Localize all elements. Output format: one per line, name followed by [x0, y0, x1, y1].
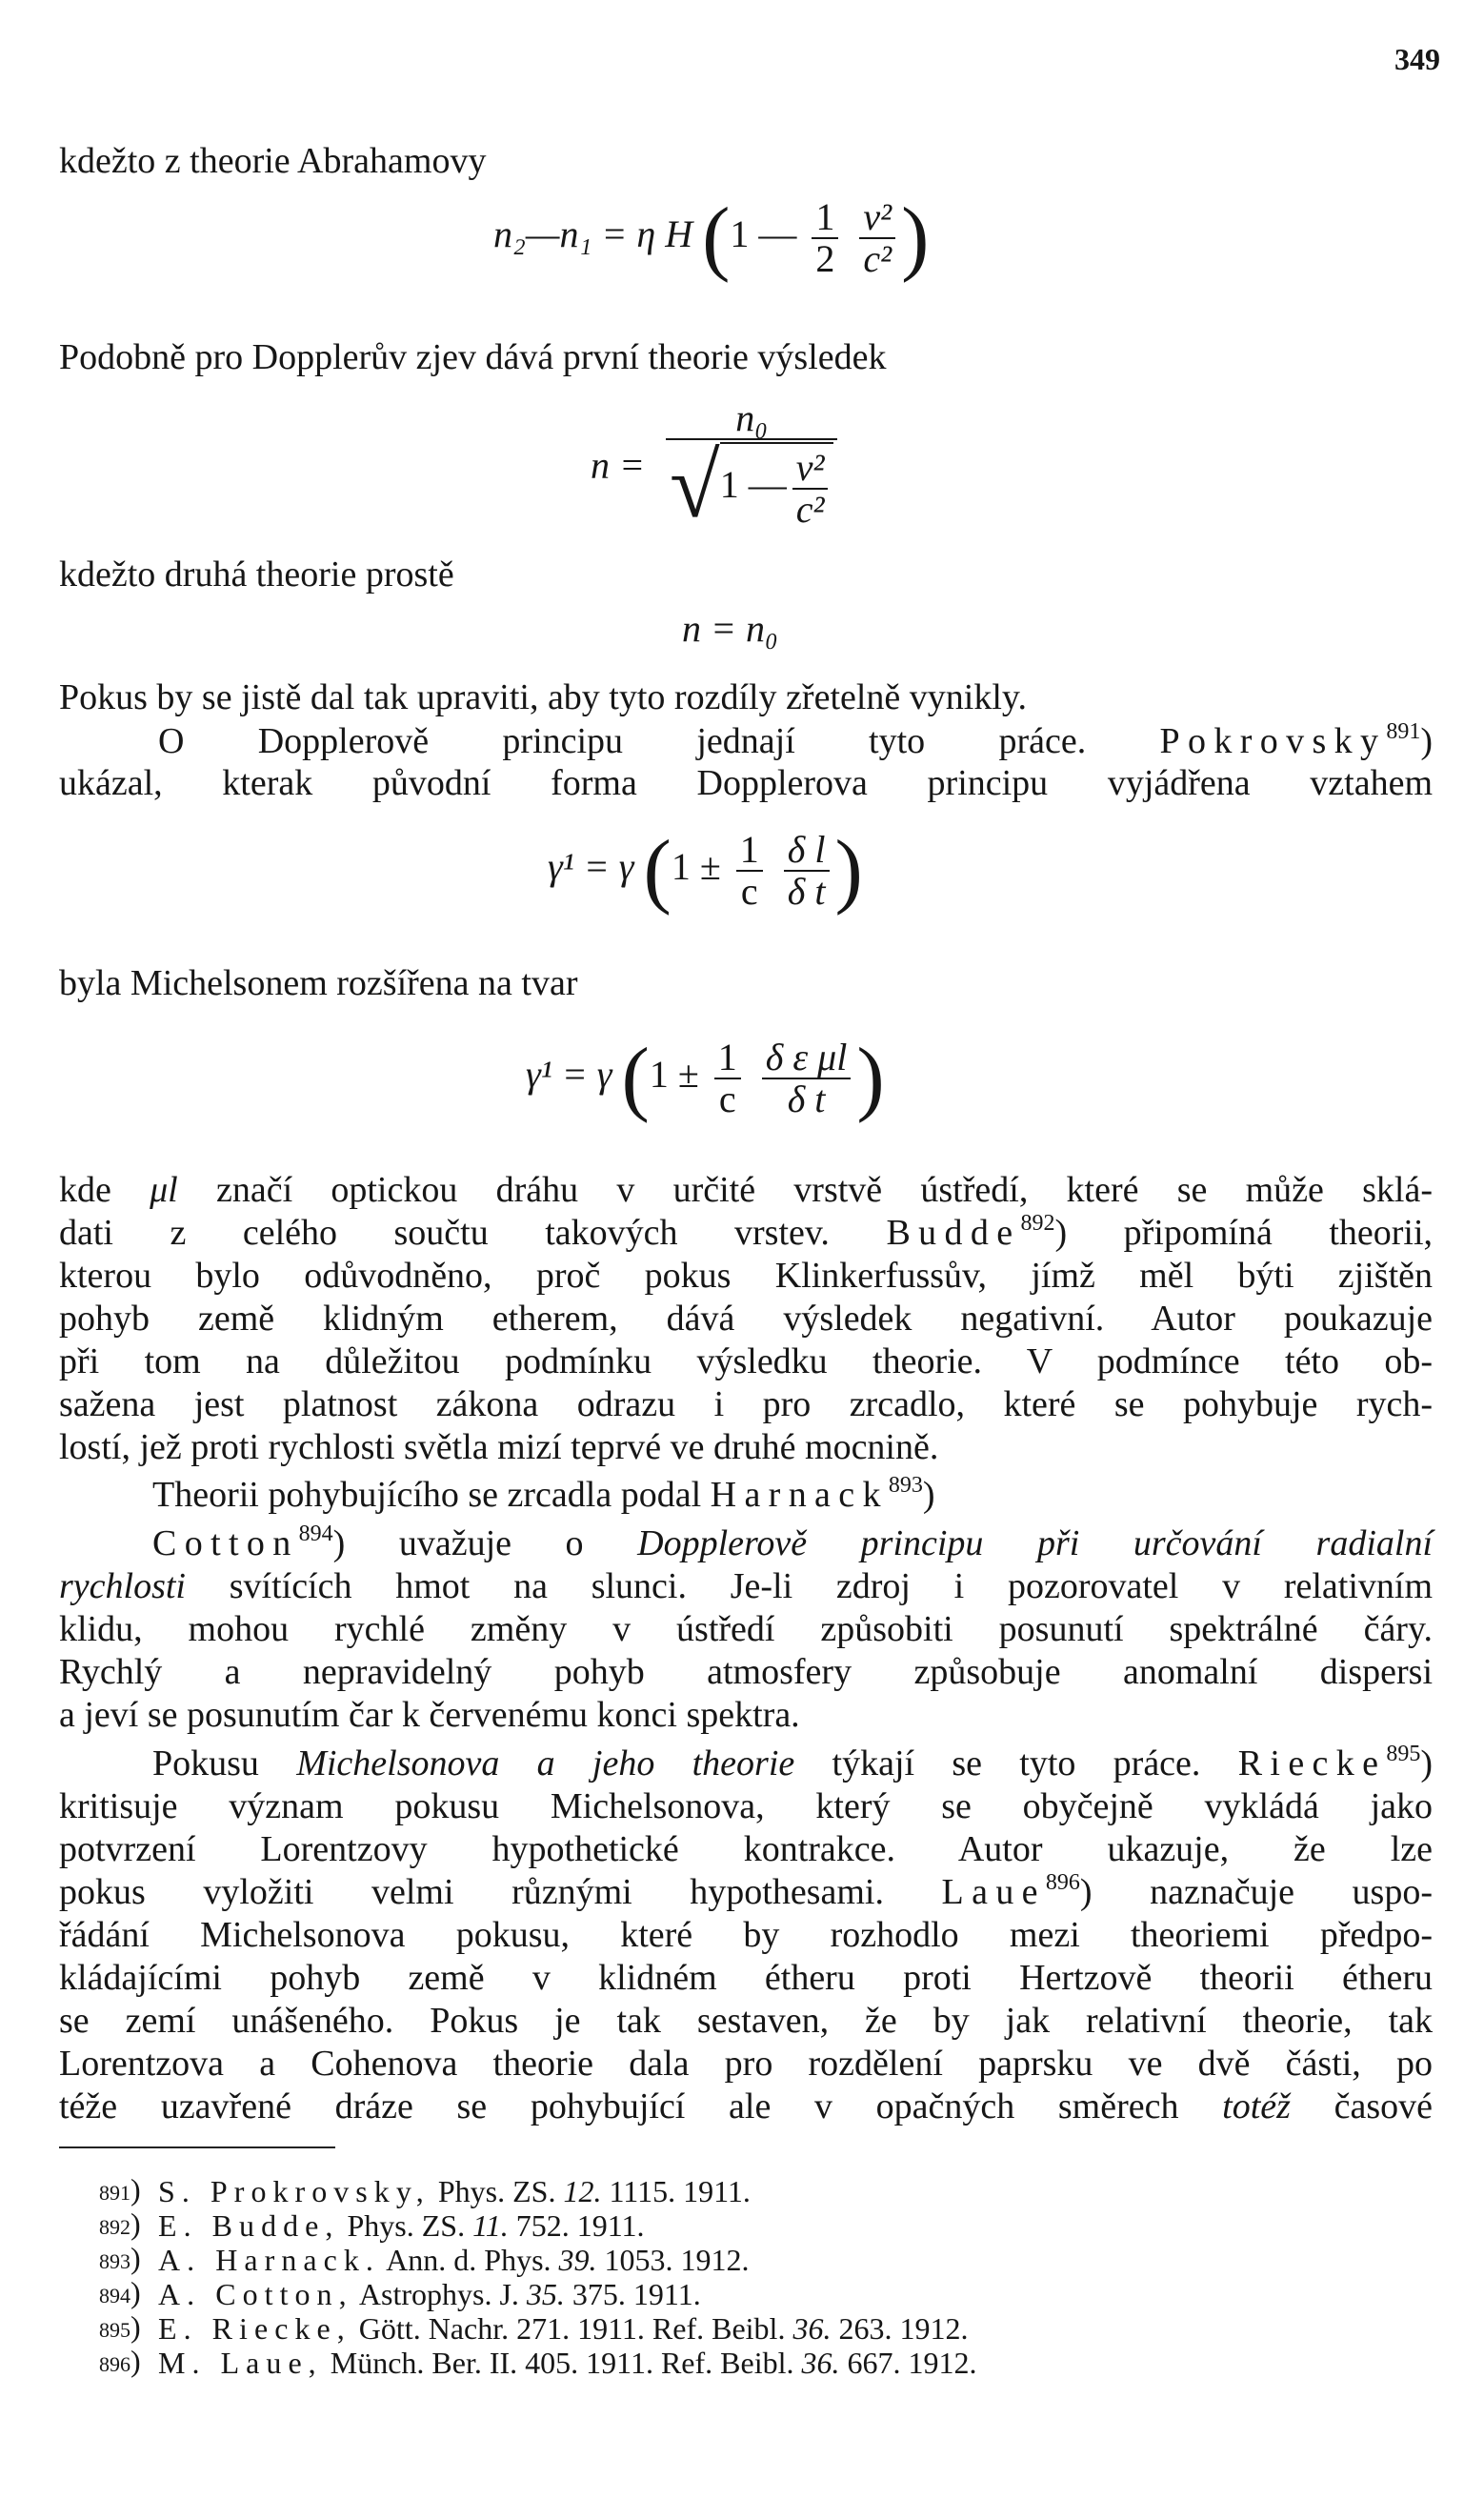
- fraction-num: δ ε μl: [762, 1038, 852, 1079]
- text-span: svítících hmot na slunci. Je-li zdroj i pozorovatel v relativním: [229, 1566, 1434, 1606]
- page-number: 349: [1394, 42, 1440, 76]
- text-span: Pokusu: [152, 1743, 259, 1783]
- footnote-mark: 892): [99, 2207, 141, 2241]
- paren-close: ): [901, 191, 930, 284]
- equation-doppler-second: [682, 606, 778, 651]
- footnote-volume: 39.: [558, 2243, 597, 2277]
- eq-text: n = n₀: [682, 607, 778, 650]
- author-name: Laue: [941, 1872, 1046, 1912]
- footnote-ref: 891: [1386, 719, 1421, 744]
- text-span: kdežto druhá theorie prostě: [59, 554, 454, 594]
- text-line: [59, 962, 1433, 1004]
- text-span: Theorii pohybujícího se zrcadla podal: [152, 1475, 702, 1515]
- fraction: [736, 830, 763, 912]
- text-span: ) připomíná theorii,: [1054, 1213, 1434, 1253]
- footnote-rest: 375. 1911.: [572, 2277, 701, 2311]
- text-span: téže uzavřené dráze se pohybující ale v opačných směrech: [59, 2086, 1179, 2126]
- text-line: [152, 1522, 1433, 1564]
- text-span: se zemí unášeného. Pokus je tak sestaven, že by jak relativní theorie, tak: [59, 2001, 1433, 2041]
- fraction-num: 1: [736, 830, 763, 872]
- footnote-ref-text: Astrophys. J.: [358, 2277, 519, 2311]
- eq-term: 1 ±: [671, 845, 721, 889]
- text-span: ) uvažuje o: [332, 1523, 584, 1563]
- text-span: ): [1420, 1743, 1434, 1783]
- footnote-number: 896: [99, 2352, 130, 2376]
- footnote-number: 892: [99, 2215, 130, 2239]
- text-line: [59, 1608, 1433, 1650]
- author-name: Budde: [886, 1213, 1021, 1253]
- footnote-ref-text: Ann. d. Phys.: [386, 2243, 551, 2277]
- footnote-mark: 895): [99, 2309, 141, 2344]
- text-line: [59, 554, 1433, 595]
- eq-lhs: n₂—n₁ = η H: [493, 212, 693, 256]
- footnote-divider: [59, 2146, 335, 2148]
- fraction: [666, 396, 837, 536]
- math-symbol: μl: [150, 1170, 178, 1210]
- text-line: [59, 1212, 1433, 1254]
- footnote-number: 894: [99, 2284, 130, 2307]
- eq-term: 1 —: [730, 212, 797, 256]
- footnote-mark: 891): [99, 2172, 141, 2207]
- footnote: [99, 2344, 977, 2380]
- sqrt-denominator: [666, 434, 837, 536]
- italic-phrase: totéž: [1222, 2086, 1291, 2126]
- equation-abraham: [493, 191, 930, 284]
- italic-phrase: rychlosti: [59, 1566, 186, 1606]
- text-line: [59, 1957, 1433, 1999]
- footnote-volume: 12.: [563, 2174, 602, 2208]
- text-span: při tom na důležitou podmínku výsledku theorie. V podmínce této ob-: [59, 1341, 1433, 1381]
- footnote-ref: 892: [1020, 1211, 1055, 1236]
- footnote-number: 893: [99, 2249, 130, 2273]
- fraction-num: 1: [812, 197, 838, 239]
- footnote-rest: 1053. 1912.: [604, 2243, 750, 2277]
- italic-phrase: Michelsonova a jeho theorie: [296, 1743, 795, 1783]
- text-span: kládajícími pohyb země v klidném étheru proti Hertzově theorii étheru: [59, 1958, 1433, 1998]
- eq-lhs: n =: [591, 443, 645, 487]
- fraction-den: δ t: [787, 870, 826, 913]
- text-line: [59, 1828, 1433, 1870]
- text-line: [59, 1383, 1433, 1425]
- footnote-volume: 36.: [801, 2346, 840, 2380]
- fraction-den: c: [740, 870, 758, 913]
- fraction: [714, 1038, 741, 1119]
- text-span: pohyb země klidným etherem, dává výsledek negativní. Autor poukazuje: [59, 1299, 1433, 1339]
- text-line: [59, 2000, 1433, 2042]
- footnote-number: 895: [99, 2318, 130, 2342]
- footnote-ref: 894: [298, 1521, 333, 1546]
- footnote-author: A. Harnack.: [158, 2243, 380, 2277]
- footnote-mark: 896): [99, 2344, 141, 2378]
- text-span: O Dopplerově principu jednají tyto práce.: [158, 721, 1087, 761]
- text-span: sažena jest platnost zákona odrazu i pro zrcadlo, které se pohybuje rych-: [59, 1384, 1433, 1424]
- text-line: [59, 2086, 1433, 2127]
- footnote-rest: 752. 1911.: [515, 2208, 645, 2243]
- text-span: Podobně pro Dopplerův zjev dává první theorie výsledek: [59, 337, 887, 377]
- fraction: [859, 197, 895, 279]
- text-span: ): [922, 1475, 935, 1515]
- footnote: [99, 2172, 751, 2208]
- text-span: týkají se tyto práce.: [832, 1743, 1201, 1783]
- footnote-mark: 894): [99, 2275, 141, 2309]
- footnote-rest: 263. 1912.: [838, 2311, 969, 2346]
- paren-open: (: [621, 1032, 650, 1124]
- text-span: kde: [59, 1170, 111, 1210]
- text-line: [59, 1565, 1433, 1607]
- footnote: [99, 2241, 750, 2277]
- fraction-den: 2: [815, 237, 835, 280]
- equation-michelson: [526, 1032, 885, 1124]
- text-line: [59, 1255, 1433, 1297]
- paren-open: (: [643, 824, 672, 917]
- text-line: [152, 1474, 1433, 1516]
- eq-term: 1 ±: [649, 1053, 699, 1097]
- footnote-ref-text: Gött. Nachr. 271. 1911. Ref. Beibl.: [358, 2311, 786, 2346]
- text-span: ukázal, kterak původní forma Dopplerova principu vyjádřena vztahem: [59, 763, 1433, 803]
- footnote-ref: 895: [1386, 1742, 1421, 1766]
- text-line: [59, 1871, 1433, 1913]
- paren-open: (: [702, 191, 731, 284]
- equation-doppler-first: [591, 396, 843, 536]
- text-span: kdežto z theorie Abrahamovy: [59, 141, 487, 181]
- footnote-ref-text: Münch. Ber. II. 405. 1911. Ref. Beibl.: [330, 2346, 794, 2380]
- fraction-num: v²: [792, 448, 829, 490]
- fraction-den: c²: [795, 488, 825, 531]
- eq-term: 1 —: [719, 463, 787, 507]
- text-span: byla Michelsonem rozšířena na tvar: [59, 963, 578, 1003]
- footnote: [99, 2275, 701, 2311]
- author-name: Riecke: [1237, 1743, 1387, 1783]
- text-span: pokus vyložiti velmi různými hypothesami.: [59, 1872, 884, 1912]
- text-span: ): [1420, 721, 1433, 761]
- text-line: [59, 140, 1433, 182]
- equation-pokrovsky: [548, 824, 863, 917]
- text-span: Lorentzova a Cohenova theorie dala pro rozdělení paprsku ve dvě části, po: [59, 2044, 1433, 2084]
- text-span: dati z celého součtu takových vrstev.: [59, 1213, 830, 1253]
- text-line: [59, 1651, 1433, 1693]
- footnote-ref: 896: [1045, 1870, 1080, 1895]
- author-name: Pokrovsky: [1159, 721, 1387, 761]
- text-span: a jeví se posunutím čar k červenému konci spektra.: [59, 1695, 800, 1735]
- footnote-mark: 893): [99, 2241, 141, 2275]
- text-span: Rychlý a nepravidelný pohyb atmosfery způsobuje anomalní dispersi: [59, 1652, 1433, 1692]
- text-span: značí optickou dráhu v určité vrstvě ústředí, které se může sklá-: [215, 1170, 1433, 1210]
- paren-close: ): [856, 1032, 885, 1124]
- footnote-volume: 36.: [792, 2311, 832, 2346]
- text-line: [59, 1914, 1433, 1956]
- text-line: [59, 1694, 1433, 1736]
- text-line: [59, 2043, 1433, 2085]
- text-line: [59, 1785, 1433, 1827]
- text-line: [152, 1743, 1433, 1784]
- fraction-num: v²: [859, 197, 895, 239]
- footnote-author: M. Laue,: [158, 2346, 323, 2380]
- text-span: kritisuje význam pokusu Michelsonova, který se obyčejně vykládá jako: [59, 1786, 1433, 1826]
- author-name: Cotton: [152, 1523, 299, 1563]
- text-line: [158, 720, 1433, 762]
- eq-lhs: γ¹ = γ: [526, 1053, 612, 1097]
- footnote-ref-text: Phys. ZS.: [437, 2174, 556, 2208]
- author-name: Harnack: [710, 1475, 889, 1515]
- text-span: Pokus by se jistě dal tak upraviti, aby tyto rozdíly zřetelně vynikly.: [59, 677, 1027, 717]
- eq-lhs: γ¹ = γ: [548, 845, 634, 889]
- italic-phrase: Dopplerově principu při určování radialní: [637, 1523, 1433, 1563]
- footnote: [99, 2309, 969, 2346]
- footnote-ref: 893: [888, 1473, 923, 1498]
- fraction-den: c: [718, 1078, 736, 1120]
- fraction-den: δ t: [787, 1078, 826, 1120]
- footnote-author: A. Cotton,: [158, 2277, 353, 2311]
- fraction: [812, 197, 838, 279]
- fraction: [792, 448, 829, 530]
- footnote-volume: 11.: [472, 2208, 509, 2243]
- fraction-num: n₀: [666, 398, 837, 440]
- footnote-number: 891: [99, 2181, 130, 2205]
- footnote-rest: 667. 1912.: [847, 2346, 977, 2380]
- text-span: potvrzení Lorentzovy hypothetické kontrakce. Autor ukazuje, že lze: [59, 1829, 1433, 1869]
- text-span: řádání Michelsonova pokusu, které by rozhodlo mezi theoriemi předpo-: [59, 1915, 1433, 1955]
- text-span: kterou bylo odůvodněno, proč pokus Klinkerfussův, jímž měl býti zjištěn: [59, 1256, 1433, 1296]
- footnote-author: E. Budde,: [158, 2208, 340, 2243]
- footnote-rest: 1115. 1911.: [609, 2174, 751, 2208]
- footnote: [99, 2207, 645, 2243]
- fraction: [784, 830, 830, 912]
- paren-close: ): [834, 824, 863, 917]
- text-line: [59, 762, 1433, 804]
- footnote-volume: 35.: [526, 2277, 565, 2311]
- footnote-author: S. Prokrovsky,: [158, 2174, 431, 2208]
- fraction-num: 1: [714, 1038, 741, 1079]
- text-line: [59, 1426, 1433, 1468]
- text-line: [59, 676, 1433, 718]
- text-span: ) naznačuje uspo-: [1079, 1872, 1433, 1912]
- footnote-author: E. Riecke,: [158, 2311, 351, 2346]
- text-line: [59, 336, 1433, 378]
- fraction-num: δ l: [784, 830, 830, 872]
- fraction-den: c²: [863, 237, 892, 280]
- text-line: [59, 1298, 1433, 1340]
- text-line: [59, 1169, 1433, 1211]
- text-span: časové: [1334, 2086, 1434, 2126]
- footnote-ref-text: Phys. ZS.: [347, 2208, 466, 2243]
- text-span: lostí, jež proti rychlosti světla mizí teprvé ve druhé mocnině.: [59, 1427, 939, 1467]
- text-span: klidu, mohou rychlé změny v ústředí způsobiti posunutí spektrálné čáry.: [59, 1609, 1433, 1649]
- text-line: [59, 1340, 1433, 1382]
- fraction: [762, 1038, 852, 1119]
- sqrt-icon: √: [670, 434, 720, 536]
